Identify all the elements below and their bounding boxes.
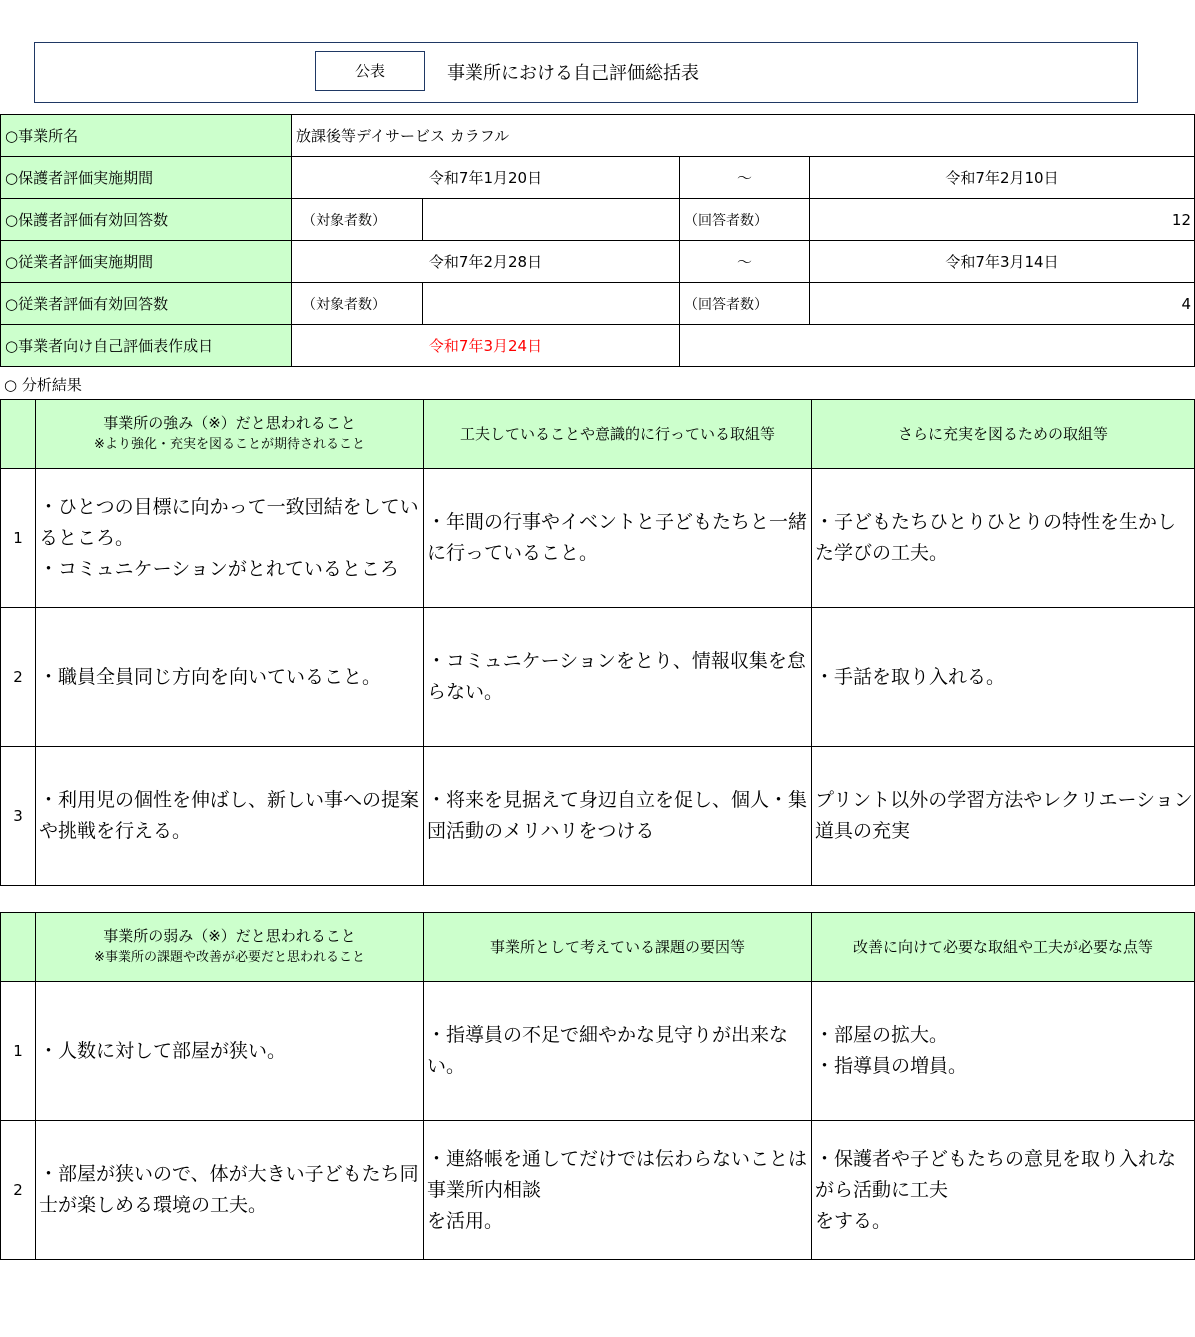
staff-count-label: ○従業者評価有効回答数 bbox=[1, 283, 292, 325]
guardian-period-label: ○保護者評価実施期間 bbox=[1, 157, 292, 199]
public-badge: 公表 bbox=[315, 51, 425, 91]
staff-target-value bbox=[423, 283, 680, 325]
created-date-blank bbox=[680, 325, 1195, 367]
guardian-resp-label: （回答者数） bbox=[680, 199, 810, 241]
row-number: 1 bbox=[1, 469, 36, 608]
strengths-col1-note: ※より強化・充実を図ることが期待されること bbox=[94, 437, 365, 452]
guardian-target-label: （対象者数） bbox=[292, 199, 423, 241]
guardian-period-end: 令和7年2月10日 bbox=[810, 157, 1195, 199]
strength-text: ・職員全員同じ方向を向いていること。 bbox=[36, 608, 424, 747]
strength-improve-text: ・手話を取り入れる。 bbox=[812, 608, 1195, 747]
weakness-improve-text: ・保護者や子どもたちの意見を取り入れながら活動に工夫 をする。 bbox=[812, 1121, 1195, 1260]
table-row bbox=[1, 1121, 1195, 1260]
created-date-value: 令和7年3月24日 bbox=[292, 325, 680, 367]
guardian-count-label: ○保護者評価有効回答数 bbox=[1, 199, 292, 241]
table-row bbox=[1, 982, 1195, 1121]
row-number: 2 bbox=[1, 1121, 36, 1260]
office-name-value: 放課後等デイサービス カラフル bbox=[292, 115, 1195, 157]
staff-period-start: 令和7年2月28日 bbox=[292, 241, 680, 283]
weaknesses-col1-title: 事業所の弱み（※）だと思われること bbox=[103, 927, 356, 945]
weakness-text: ・部屋が狭いので、体が大きい子どもたち同士が楽しめる環境の工夫。 bbox=[36, 1121, 424, 1260]
header-box bbox=[34, 42, 1138, 103]
strength-effort-text: ・将来を見据えて身辺自立を促し、個人・集団活動のメリハリをつける bbox=[424, 747, 812, 886]
weaknesses-col3-header: 改善に向けて必要な取組や工夫が必要な点等 bbox=[812, 913, 1195, 982]
weakness-cause-text: ・連絡帳を通してだけでは伝わらないことは事業所内相談 を活用。 bbox=[424, 1121, 812, 1260]
staff-period-sep: ～ bbox=[680, 241, 810, 283]
weaknesses-col1-note: ※事業所の課題や改善が必要だと思われること bbox=[94, 950, 365, 965]
row-number: 3 bbox=[1, 747, 36, 886]
staff-period-end: 令和7年3月14日 bbox=[810, 241, 1195, 283]
office-name-label: ○事業所名 bbox=[1, 115, 292, 157]
staff-resp-value: 4 bbox=[810, 283, 1195, 325]
strengths-col2-header: 工夫していることや意識的に行っている取組等 bbox=[424, 400, 812, 469]
strengths-col3-header: さらに充実を図るための取組等 bbox=[812, 400, 1195, 469]
weakness-improve-text: ・部屋の拡大。 ・指導員の増員。 bbox=[812, 982, 1195, 1121]
row-number: 2 bbox=[1, 608, 36, 747]
guardian-resp-value: 12 bbox=[810, 199, 1195, 241]
weaknesses-corner bbox=[1, 913, 36, 982]
strength-improve-text: プリント以外の学習方法やレクリエーション道具の充実 bbox=[812, 747, 1195, 886]
staff-period-label: ○従業者評価実施期間 bbox=[1, 241, 292, 283]
created-date-label: ○事業者向け自己評価表作成日 bbox=[1, 325, 292, 367]
strengths-table bbox=[0, 399, 1195, 886]
strengths-col1-header bbox=[36, 400, 424, 469]
strength-effort-text: ・年間の行事やイベントと子どもたちと一緒に行っていること。 bbox=[424, 469, 812, 608]
guardian-period-sep: ～ bbox=[680, 157, 810, 199]
table-row bbox=[1, 469, 1195, 608]
weakness-cause-text: ・指導員の不足で細やかな見守りが出来ない。 bbox=[424, 982, 812, 1121]
strength-text: ・利用児の個性を伸ばし、新しい事への提案や挑戦を行える。 bbox=[36, 747, 424, 886]
staff-resp-label: （回答者数） bbox=[680, 283, 810, 325]
guardian-period-start: 令和7年1月20日 bbox=[292, 157, 680, 199]
row-number: 1 bbox=[1, 982, 36, 1121]
analysis-label: ○ 分析結果 bbox=[4, 376, 82, 394]
strength-improve-text: ・子どもたちひとりひとりの特性を生かした学びの工夫。 bbox=[812, 469, 1195, 608]
page-title: 事業所における自己評価総括表 bbox=[447, 63, 699, 84]
table-row bbox=[1, 608, 1195, 747]
weaknesses-table bbox=[0, 912, 1195, 1260]
strength-effort-text: ・コミュニケーションをとり、情報収集を怠らない。 bbox=[424, 608, 812, 747]
weaknesses-col1-header bbox=[36, 913, 424, 982]
strengths-col1-title: 事業所の強み（※）だと思われること bbox=[103, 414, 356, 432]
strengths-corner bbox=[1, 400, 36, 469]
strength-text: ・ひとつの目標に向かって一致団結をしているところ。 ・コミュニケーションがとれているところ bbox=[36, 469, 424, 608]
weakness-text: ・人数に対して部屋が狭い。 bbox=[36, 982, 424, 1121]
guardian-target-value bbox=[423, 199, 680, 241]
table-row bbox=[1, 747, 1195, 886]
staff-target-label: （対象者数） bbox=[292, 283, 423, 325]
weaknesses-col2-header: 事業所として考えている課題の要因等 bbox=[424, 913, 812, 982]
info-table bbox=[0, 114, 1195, 367]
